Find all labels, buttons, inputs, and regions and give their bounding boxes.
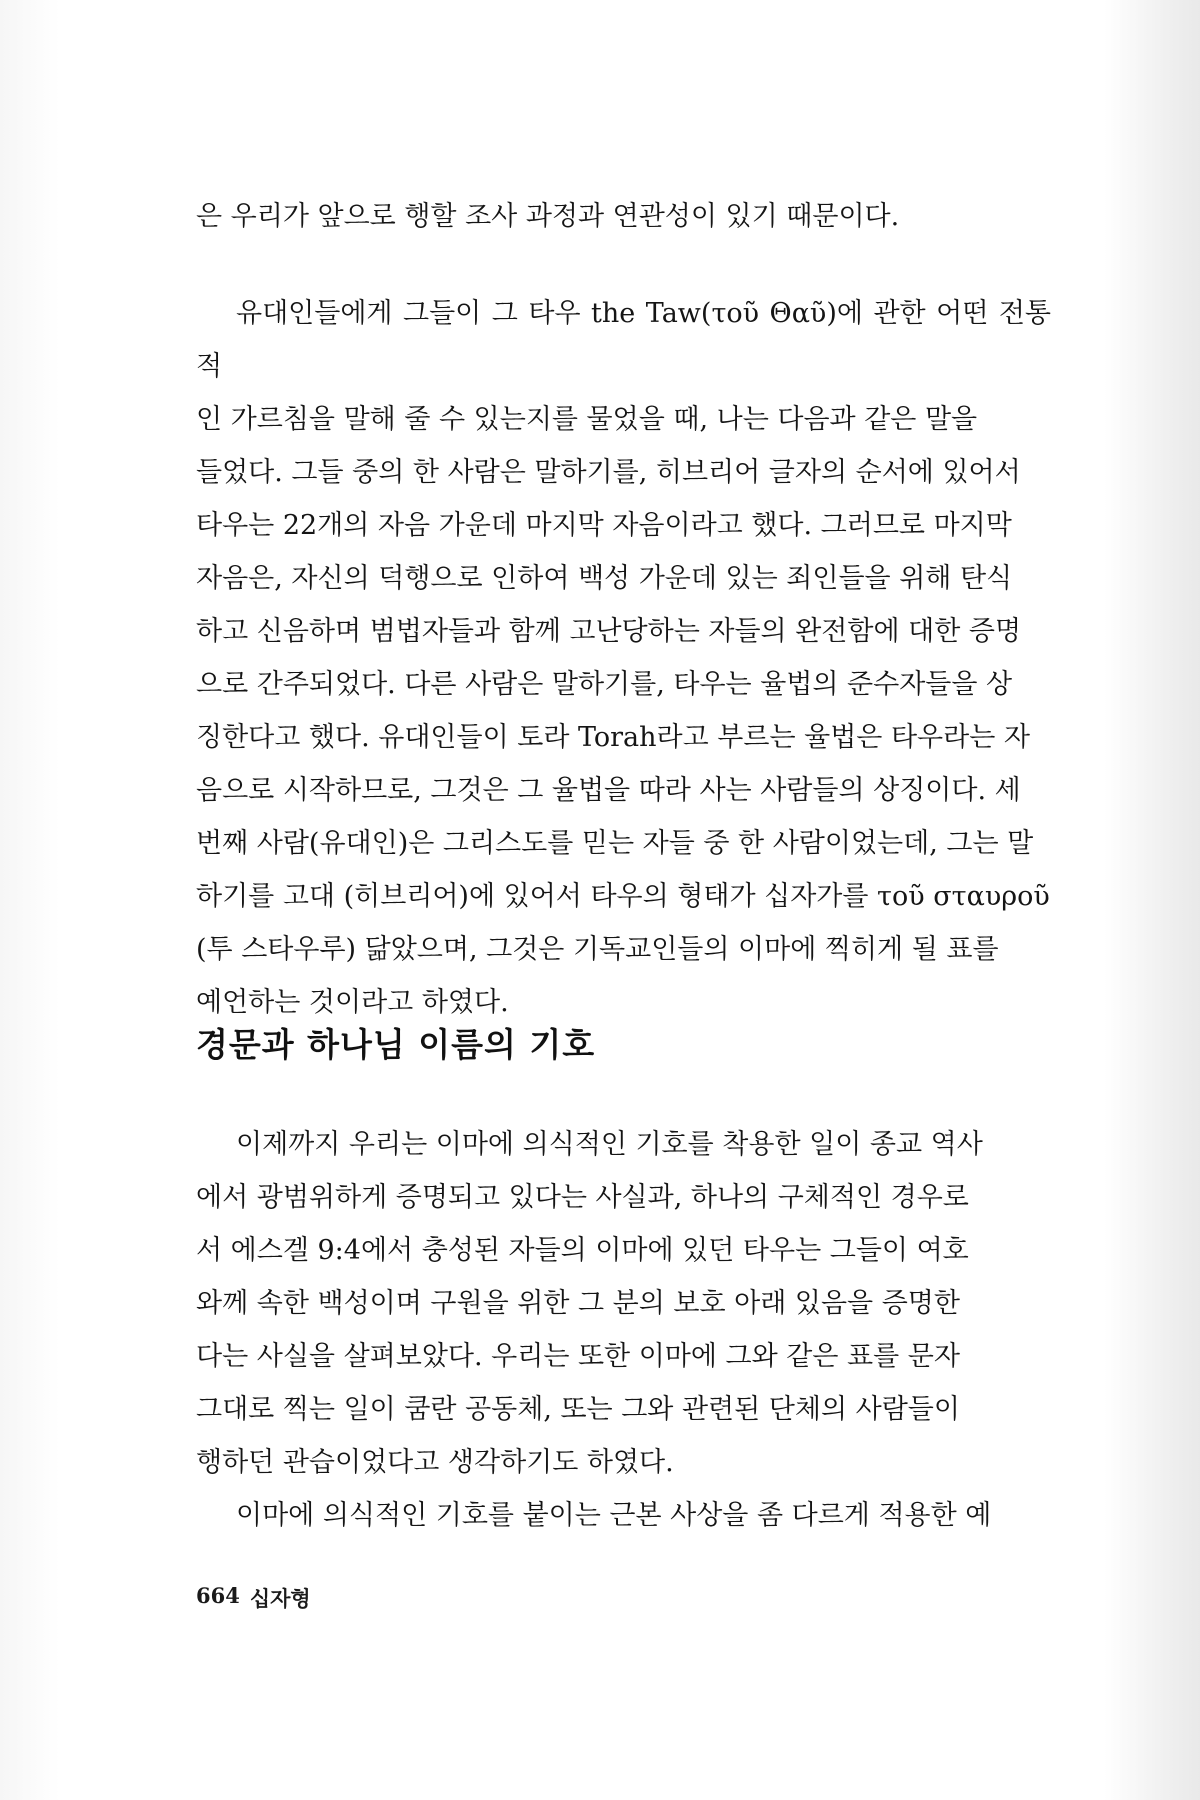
page-shadow-right [1104, 0, 1200, 1800]
page-number: 664 [196, 1583, 240, 1608]
section-heading: 경문과 하나님 이름의 기호 [196, 1025, 596, 1064]
paragraph-jewish-tradition [196, 287, 1051, 1029]
body-paragraph: 이마에 의식적인 기호를 붙이는 근본 사상을 좀 다르게 적용한 예 [236, 1500, 992, 1531]
body-paragraph: 유대인들에게 그들이 그 타우 the Taw(τοῦ Θαῦ)에 관한 어떤 전통적 인 가르침을 말해 줄 수 있는지를 물었을 때, 나는 다음과 같은 말을 들었다. 그들 중의 한 사람은 말하기를, 히브리어 글자의 순서에 있어서 타우는 22개의 자음 가운데 마지막 자음이라고 했다. 그러므로 마지막 자음은, 자신의 덕행으로 인하여 백성 가운데 있는 죄인들을 위해 탄식 하고 신음하며 범법자들과 함께 고난당하는 자들의 완전함에 대한 증명 으로 간주되었다. 다른 사람은 말하기를, 타우는 율법의 준수자들을 상 징한다고 했다. 유대인들이 토라 Torah라고 부르는 율법은 타우라는 자 음으로 시작하므로, 그것은 그 율법을 따라 사는 사람들의 상징이다. 세 번째 사람(유대인)은 그리스도를 믿는 자들 중 한 사람이었는데, 그는 말 하기를 고대 (히브리어)에 있어서 타우의 형태가 십자가를 τοῦ σταυροῦ (투 스타우루) 닮았으며, 그것은 기독교인들의 이마에 찍히게 될 표를 예언하는 것이라고 하였다. [196, 298, 1051, 1018]
continued-line-block [196, 190, 1051, 243]
continued-sentence: 은 우리가 앞으로 행할 조사 과정과 연관성이 있기 때문이다. [196, 201, 900, 232]
body-paragraph: 이제까지 우리는 이마에 의식적인 기호를 착용한 일이 종교 역사 에서 광범위하게 증명되고 있다는 사실과, 하나의 구체적인 경우로 서 에스겔 9:4에서 충성된 자들의 이마에 있던 타우는 그들이 여호 와께 속한 백성이며 구원을 위한 그 분의 보호 아래 있음을 증명한 다는 사실을 살펴보았다. 우리는 또한 이마에 그와 같은 표를 문자 그대로 찍는 일이 쿰란 공동체, 또는 그와 관련된 단체의 사람들이 행하던 관습이었다고 생각하기도 하였다. [196, 1129, 983, 1478]
section-body [196, 1118, 1051, 1542]
running-title: 십자형 [249, 1586, 311, 1611]
section-heading-block [196, 1020, 1051, 1070]
page-footer [196, 1583, 311, 1613]
page-shadow-left [0, 0, 60, 1800]
